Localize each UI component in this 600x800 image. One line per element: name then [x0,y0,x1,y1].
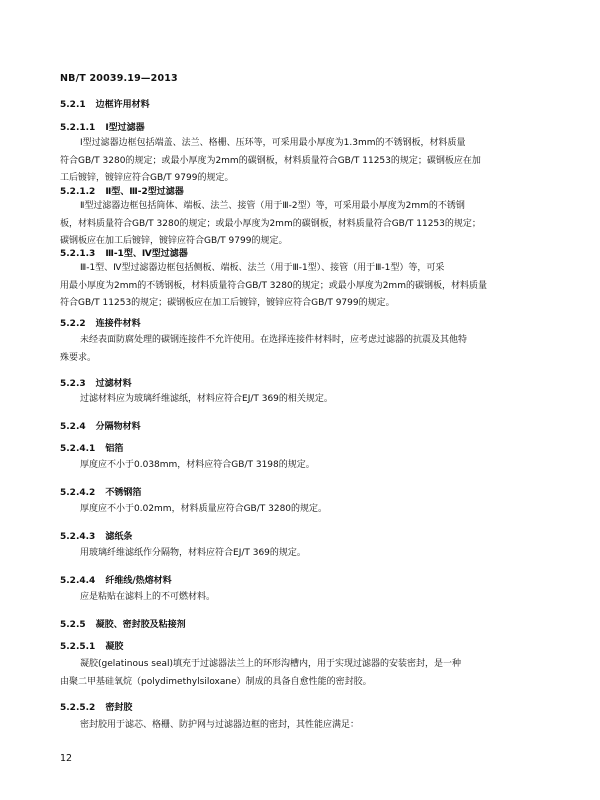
section-number: 5.2.1.2 [60,187,96,197]
text-line: Ⅱ型过滤器边框包括筒体、端板、法兰、接管（用于Ⅲ-2型）等，可采用最小厚度为2mm的不锈钢 [80,201,465,211]
paragraph-5-2-5-1 [60,656,535,691]
paragraph-5-2-1-3 [60,260,535,313]
paragraph-5-2-3 [60,391,535,409]
heading-5-2-4 [60,419,535,432]
paragraph-5-2-5-2 [60,717,535,735]
text-line: Ⅰ型过滤器边框包括端盖、法兰、格栅、压环等，可采用最小厚度为1.3mm的不锈钢板，材料质量 [80,138,466,148]
section-number: 5.2.5.1 [60,642,96,652]
section-title: 过滤材料 [95,379,132,389]
paragraph-5-2-1-1 [60,135,535,188]
section-number: 5.2.5 [60,620,86,630]
section-title: Ⅱ型、Ⅲ-2型过滤器 [105,187,184,197]
text-line: 碳钢板应在加工后镀锌，镀锌应符合GB/T 9799的规定。 [60,236,288,246]
text-line: 过滤材料应为玻璃纤维滤纸，材料应符合EJ/T 369的相关规定。 [80,394,333,404]
heading-5-2-5-1 [60,639,535,652]
heading-5-2-1-3 [60,246,535,259]
heading-5-2-4-4 [60,573,535,586]
heading-5-2-1-2 [60,184,535,197]
text-line: 由聚二甲基硅氧烷（polydimethylsiloxane）制成的具备自愈性能的密封胶。 [60,676,372,687]
text-line: 厚度应不小于0.038mm，材料应符合GB/T 3198的规定。 [80,460,315,470]
heading-5-2-4-3 [60,529,535,542]
page-number: 12 [60,753,73,764]
standard-number: NB/T 20039.19—2013 [60,73,178,84]
heading-5-2-4-2 [60,485,535,498]
text-line: 符合GB/T 3280的规定；或最小厚度为2mm的碳钢板，材料质量符合GB/T 11253的规定；碳钢板应在加 [60,155,481,166]
heading-5-2-4-1 [60,441,535,454]
heading-5-2-1-1 [60,120,535,133]
heading-5-2-5 [60,617,535,630]
section-number: 5.2.4.3 [60,532,96,542]
text-line: 用玻璃纤维滤纸作分隔物，材料应符合EJ/T 369的规定。 [80,548,306,558]
section-title: 连接件材料 [95,319,141,329]
heading-5-2-3 [60,376,535,389]
section-number: 5.2.3 [60,379,86,389]
paragraph-5-2-4-1 [60,457,535,475]
text-line: 用最小厚度为2mm的不锈钢板，材料质量符合GB/T 3280的规定；或最小厚度为2mm的碳钢板，材料质量 [60,280,487,291]
section-number: 5.2.4 [60,422,86,432]
heading-5-2-2 [60,316,535,329]
section-number: 5.2.5.2 [60,703,96,713]
section-title: 凝胶、密封胶及粘接剂 [95,620,186,630]
text-line: 板，材料质量符合GB/T 3280的规定；或最小厚度为2mm的碳钢板，材料质量符合GB/T 11253的规定； [60,218,481,229]
text-line: Ⅲ-1型、Ⅳ型过滤器边框包括侧板、端板、法兰（用于Ⅲ-1型）、接管（用于Ⅲ-1型）等，可采 [80,263,445,273]
section-number: 5.2.1.1 [60,123,96,133]
section-number: 5.2.2 [60,319,86,329]
text-line: 工后镀锌，镀锌应符合GB/T 9799的规定。 [60,173,234,183]
paragraph-5-2-1-2 [60,198,535,251]
section-title: 不锈钢箔 [105,488,142,498]
section-title: Ⅲ-1型、Ⅳ型过滤器 [105,249,188,259]
section-title: 凝胶 [105,642,124,652]
section-title: 纤维线/热熔材料 [105,576,172,586]
section-number: 5.2.4.2 [60,488,96,498]
section-title: Ⅰ型过滤器 [105,123,145,133]
text-line: 密封胶用于滤芯、格栅、防护网与过滤器边框的密封，其性能应满足： [80,720,360,730]
paragraph-5-2-4-3 [60,545,535,563]
text-line: 应是粘贴在滤料上的不可燃材料。 [80,592,216,602]
text-line: 符合GB/T 11253的规定；碳钢板应在加工后镀锌，镀锌应符合GB/T 9799的规定。 [60,298,395,308]
section-number: 5.2.4.4 [60,576,96,586]
section-number: 5.2.1 [60,100,86,110]
section-title: 滤纸条 [105,532,133,542]
section-title: 边框许用材料 [95,100,150,110]
heading-5-2-5-2 [60,700,535,713]
section-number: 5.2.1.3 [60,249,96,259]
heading-5-2-1 [60,97,535,110]
text-line: 未经表面防腐处理的碳钢连接件不允许使用。在选择连接件材料时，应考虑过滤器的抗震及其他特 [80,335,468,345]
section-title: 铝箔 [105,444,124,454]
text-line: 厚度应不小于0.02mm，材料质量应符合GB/T 3280的规定。 [80,504,328,514]
text-line: 凝胶(gelatinous seal)填充于过滤器法兰上的环形沟槽内，用于实现过滤器的安装密封，是一种 [80,659,462,669]
section-title: 密封胶 [105,703,133,713]
text-line: 殊要求。 [60,352,97,363]
section-number: 5.2.4.1 [60,444,96,454]
paragraph-5-2-2 [60,332,535,367]
paragraph-5-2-4-2 [60,501,535,519]
paragraph-5-2-4-4 [60,589,535,607]
section-title: 分隔物材料 [95,422,141,432]
